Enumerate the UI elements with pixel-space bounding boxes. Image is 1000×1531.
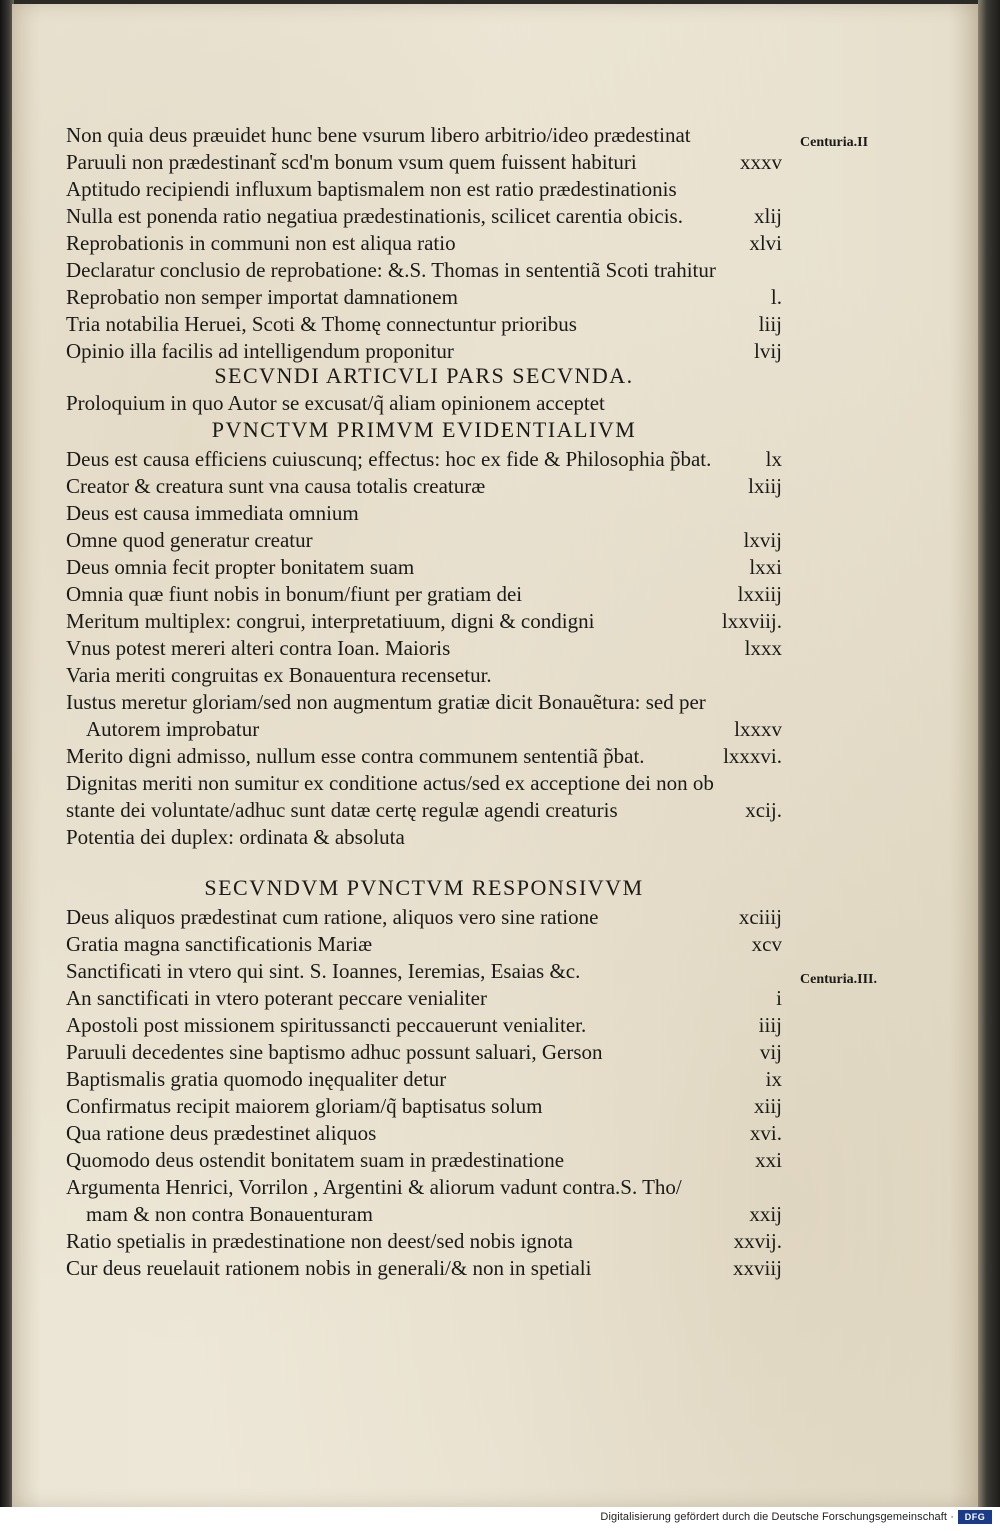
index-line: Tria notabilia Heruei, Scoti & Thomę connectuntur prioribus liij — [66, 312, 782, 336]
index-line: Aptitudo recipiendi influxum baptismalem non est ratio prædestinationis — [66, 177, 677, 201]
margin-note-centuria-iii: Centuria.III. — [800, 972, 878, 987]
index-line: Varia meriti congruitas ex Bonauentura recensetur. — [66, 663, 492, 687]
index-line: Baptismalis gratia quomodo inęqualiter detur ix — [66, 1067, 782, 1091]
section-heading: SECVNDI ARTICVLI PARS SECVNDA. — [214, 363, 634, 388]
index-line: Non quia deus præuidet hunc bene vsurum libero arbitrio/ideo prædestinat — [66, 123, 691, 147]
scan-edge-right — [978, 0, 1000, 1531]
digitization-credit: Digitalisierung gefördert durch die Deutsche Forschungsgemeinschaft · — [600, 1511, 954, 1523]
index-line: Dignitas meriti non sumitur ex conditione actus/sed ex acceptione dei non ob — [66, 771, 714, 795]
index-line: Cur deus reuelauit rationem nobis in generali/& non in spetiali xxviij — [66, 1256, 782, 1280]
index-line: Qua ratione deus prædestinet aliquos xvi. — [66, 1121, 782, 1145]
section-heading: PVNCTVM PRIMVM EVIDENTIALIVM — [211, 417, 637, 442]
index-line: Paruuli decedentes sine baptismo adhuc possunt saluari, Gerson vij — [66, 1040, 782, 1064]
index-line: Autorem improbatur lxxxv — [86, 717, 782, 741]
index-line: Gratia magna sanctificationis Mariæ xcv — [66, 932, 782, 956]
index-line: Deus aliquos prædestinat cum ratione, aliquos vero sine ratione xciiij — [66, 905, 782, 929]
index-line: An sanctificati in vtero poterant peccare venialiter i — [66, 986, 782, 1010]
prologue-line: Proloquium in quo Autor se excusat/q̃ aliam opinionem acceptet — [66, 391, 605, 415]
index-line: Deus est causa immediata omnium — [66, 501, 359, 525]
index-line: Merito digni admisso, nullum esse contra communem sententiã p̃bat. lxxxvi. — [66, 744, 782, 768]
index-line: stante dei voluntate/adhuc sunt datæ certę regulæ agendi creaturis xcij. — [66, 798, 782, 822]
index-line: Nulla est ponenda ratio negatiua prædestinationis, scilicet carentia obicis. xlij — [66, 204, 782, 228]
index-line: Omnia quæ fiunt nobis in bonum/fiunt per gratiam dei lxxiij — [66, 582, 782, 606]
index-line: Ratio spetialis in prædestinatione non deest/sed nobis ignota xxvij. — [66, 1229, 782, 1253]
index-line: Iustus meretur gloriam/sed non augmentum gratiæ dicit Bonauẽtura: sed per — [66, 690, 706, 714]
dfg-logo: DFG — [958, 1510, 992, 1524]
margin-note-centuria-ii: Centuria.II — [800, 135, 869, 150]
index-line: Vnus potest mereri alteri contra Ioan. Maioris lxxx — [66, 636, 782, 660]
index-line: Reprobatio non semper importat damnationem l. — [66, 285, 782, 309]
index-line: Argumenta Henrici, Vorrilon , Argentini & aliorum vadunt contra.S. Tho/ — [66, 1175, 682, 1199]
index-line: Apostoli post missionem spiritussancti peccauerunt venialiter. iiij — [66, 1013, 782, 1037]
index-line: Quomodo deus ostendit bonitatem suam in prædestinatione xxi — [66, 1148, 782, 1172]
index-line: Meritum multiplex: congrui, interpretatiuum, digni & condigni lxxviij. — [66, 609, 782, 633]
index-line: Deus est causa efficiens cuiuscunq; effectus: hoc ex fide & Philosophia p̃bat. lx — [66, 447, 782, 471]
index-line: Opinio illa facilis ad intelligendum proponitur lvij — [66, 339, 782, 363]
index-line: Omne quod generatur creatur lxvij — [66, 528, 782, 552]
section-heading: SECVNDVM PVNCTVM RESPONSIVVM — [204, 875, 644, 900]
index-line: Deus omnia fecit propter bonitatem suam lxxi — [66, 555, 782, 579]
index-line: Potentia dei duplex: ordinata & absoluta — [66, 825, 405, 849]
index-line: Declaratur conclusio de reprobatione: &.S. Thomas in sententiã Scoti trahitur — [66, 258, 716, 282]
index-line: Sanctificati in vtero qui sint. S. Ioannes, Ieremias, Esaias &c. — [66, 959, 581, 983]
index-line: Reprobationis in communi non est aliqua ratio xlvi — [66, 231, 782, 255]
index-line: Confirmatus recipit maiorem gloriam/q̃ baptisatus solum xiij — [66, 1094, 782, 1118]
index-line: Creator & creatura sunt vna causa totalis creaturæ lxiij — [66, 474, 782, 498]
index-line: mam & non contra Bonauenturam xxij — [86, 1202, 782, 1226]
index-line: Paruuli non prædestinant̃ scd'm bonum vsum quem fuissent habituri xxxv — [66, 150, 782, 174]
